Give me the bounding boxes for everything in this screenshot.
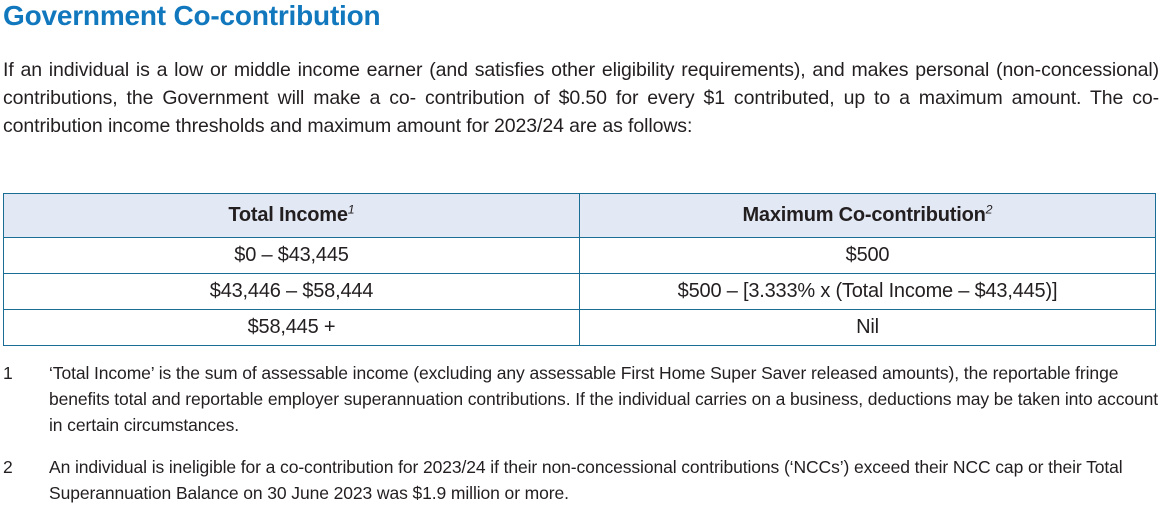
cell-contribution-3: Nil	[580, 310, 1156, 346]
table-row	[4, 238, 1156, 274]
footnote-2-text: An individual is ineligible for a co-contribution for 2023/24 if their non-concessional contributions (‘NCCs’) exceed their NCC cap or their Total Superannuation Balance on 30 June 2023 was $1.9 million or more.	[49, 457, 1123, 503]
table-row	[4, 310, 1156, 346]
table-header-row	[4, 194, 1156, 238]
intro-line-3: contribution of $0.50 for every $1 contributed, up to a maximum amount. The co-contribution	[3, 87, 1160, 137]
footnote-1-number: 1	[3, 363, 13, 383]
footnote-1	[3, 360, 1160, 438]
column-header-max-cocontribution	[580, 194, 1156, 238]
co-contribution-table	[3, 193, 1156, 346]
page-title: Government Co-contribution	[3, 0, 381, 31]
footnote-marker-1: 1	[347, 202, 355, 217]
cell-contribution-1: $500	[580, 238, 1156, 274]
column-header-total-income	[4, 194, 580, 238]
cell-contribution-2: $500 – [3.333% x (Total Income – $43,445)]	[580, 274, 1156, 310]
column-header-max-cocontribution-label: Maximum Co-contribution	[742, 204, 986, 226]
intro-line-2: and makes personal (non-concessional) contributions, the Government will make a co-	[3, 59, 1159, 109]
cell-income-2: $43,446 – $58,444	[4, 274, 580, 310]
table-row	[4, 274, 1156, 310]
intro-paragraph	[3, 56, 1159, 140]
footnote-2-number: 2	[3, 457, 13, 477]
column-header-total-income-label: Total Income	[228, 204, 348, 226]
intro-line-4: income thresholds and maximum amount for 2023/24 are as follows:	[107, 115, 693, 137]
footnote-1-text: ‘Total Income’ is the sum of assessable income (excluding any assessable First Home Super Saver released amounts), the reportable fringe benefits total and reportable employer superannuation contributions. If the individual carries on a business, deductions may be taken into account in certain circumstances.	[49, 363, 1159, 435]
footnotes-section	[3, 360, 1160, 506]
cell-income-1: $0 – $43,445	[4, 238, 580, 274]
footnote-marker-2: 2	[985, 202, 993, 217]
footnote-2	[3, 454, 1160, 506]
cell-income-3: $58,445 +	[4, 310, 580, 346]
intro-line-1: If an individual is a low or middle income earner (and satisfies other eligibility requirements),	[3, 59, 806, 81]
